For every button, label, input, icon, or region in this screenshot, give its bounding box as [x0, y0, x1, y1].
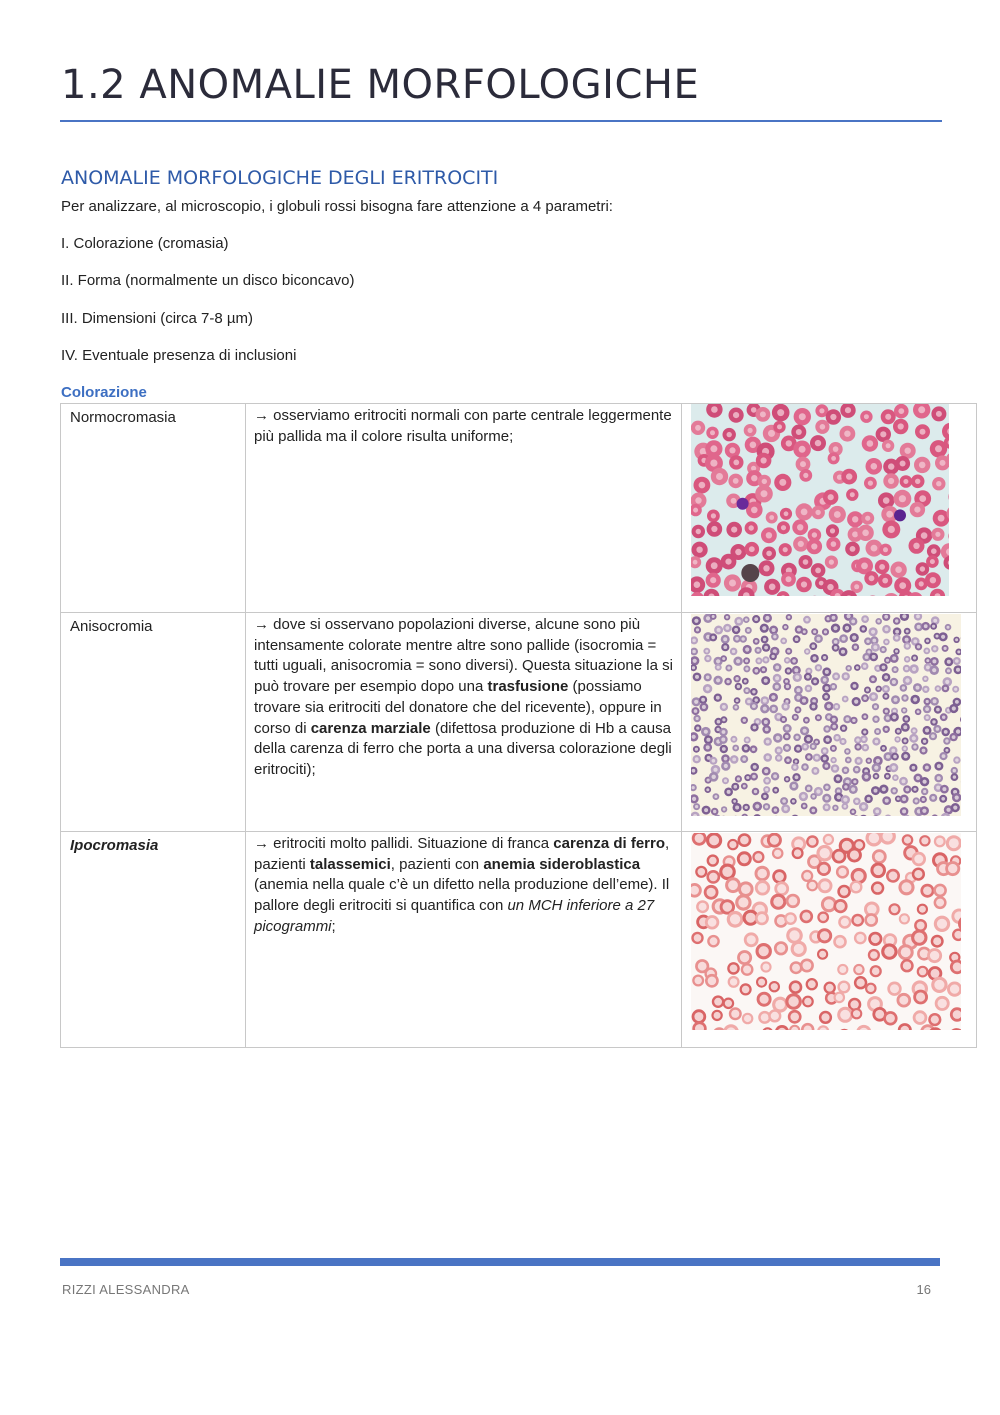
row-image-cell	[682, 404, 977, 613]
page-title: 1.2 ANOMALIE MORFOLOGICHE	[61, 62, 700, 108]
row-image-cell	[682, 613, 977, 832]
section-heading: ANOMALIE MORFOLOGICHE DEGLI ERITROCITI	[61, 167, 499, 189]
parameter-item: III. Dimensioni (circa 7-8 µm)	[61, 310, 254, 327]
desc-italic: un MCH inferiore a 27 picogrammi	[254, 897, 655, 935]
page-number: 16	[916, 1282, 931, 1297]
parameter-item: I. Colorazione (cromasia)	[61, 235, 229, 252]
row-name: Ipocromasia	[61, 832, 246, 1048]
table-row	[61, 613, 977, 832]
desc-bold: carenza di ferro	[553, 835, 666, 852]
table-row	[61, 404, 977, 613]
desc-bold: trasfusione	[487, 678, 569, 696]
desc-text: (possiamo trovare sia eritrociti del donatore che del ricevente), oppure in corso di	[254, 678, 662, 737]
desc-text: ;	[331, 917, 336, 935]
desc-text: → osserviamo eritrociti normali con parte centrale leggermente più pallida ma il colore risulta uniforme;	[254, 407, 672, 445]
normocromasia-smear-image	[691, 404, 949, 596]
desc-text: (anemia nella quale c’è un difetto nella produzione dell’eme). Il pallore degli eritrociti si quantifica con	[254, 876, 670, 915]
ipocromasia-smear-image	[691, 833, 961, 1030]
row-name: Normocromasia	[61, 404, 246, 613]
parameter-item: II. Forma (normalmente un disco biconcavo)	[61, 272, 355, 289]
row-name: Anisocromia	[61, 613, 246, 832]
desc-text: , pazienti	[254, 835, 670, 873]
row-image-cell	[682, 832, 977, 1048]
subheading-colorazione: Colorazione	[61, 384, 147, 401]
row-description	[246, 832, 682, 1048]
desc-text: , pazienti con	[390, 855, 484, 873]
parameter-item: IV. Eventuale presenza di inclusioni	[61, 347, 297, 364]
desc-bold: carenza marziale	[310, 719, 431, 737]
table-row	[61, 832, 977, 1048]
colorazione-table	[60, 403, 977, 1048]
blood-smear-image	[691, 833, 961, 1030]
row-description	[246, 404, 682, 613]
intro-text: Per analizzare, al microscopio, i globuli rossi bisogna fare attenzione a 4 parametri:	[61, 198, 613, 215]
blood-smear-image	[691, 614, 961, 816]
anisocromia-smear-image	[691, 614, 961, 816]
footer-divider	[60, 1258, 940, 1266]
footer-author: RIZZI ALESSANDRA	[62, 1282, 190, 1297]
blood-smear-image	[691, 404, 949, 596]
desc-text: → dove si osservano popolazioni diverse, alcune sono più intensamente colorate mentre altre sono pallide (isocromia = tutti uguali, anisocromia = sono diversi). Questa situazione la si può trovare per esempio dopo una	[254, 616, 673, 696]
desc-bold: anemia sideroblastica	[483, 855, 641, 873]
row-description	[246, 613, 682, 832]
title-divider	[60, 120, 942, 122]
desc-text: (difettosa produzione di Hb a causa della carenza di ferro che porta a una diversa colorazione degli eritrociti);	[254, 719, 672, 778]
desc-bold: talassemici	[309, 855, 391, 873]
desc-text: → eritrociti molto pallidi. Situazione di franca	[254, 835, 554, 852]
